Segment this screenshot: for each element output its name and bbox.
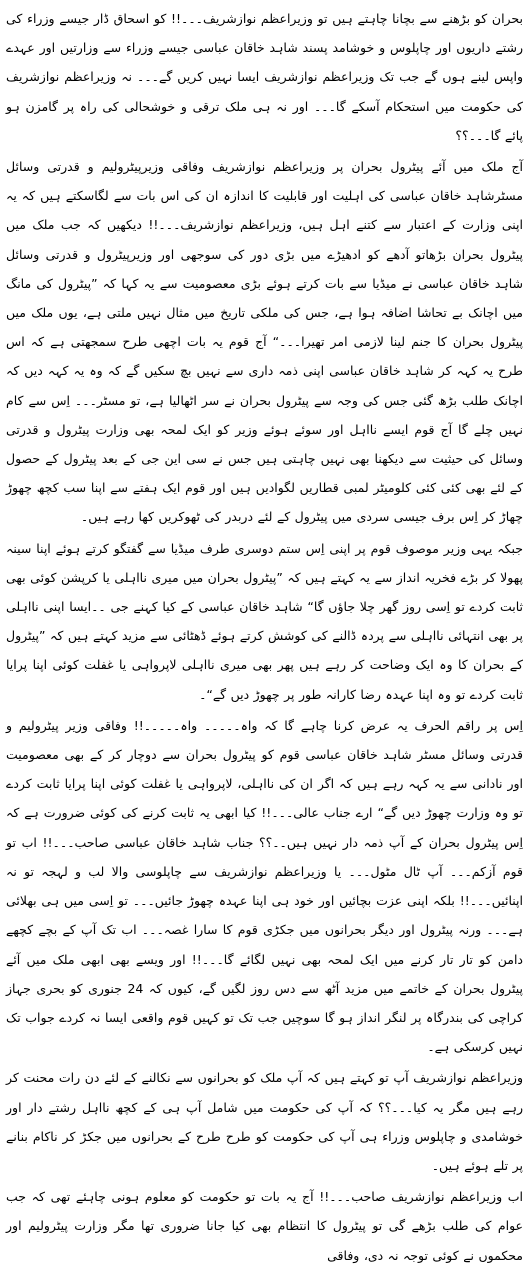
article-paragraph-6: اب وزیراعظم نوازشریف صاحب۔۔۔!! آج یہ بات تو حکومت کو معلوم ہونی چاہئے تھی کہ جب عوام کی طلب بڑھے گی تو پیٹرول کا انتظام بھی کیا جانا ضروری تھا مگر وزارت پیٹرولیم اور محکموں نے کوئی توجہ نہ دی، وفاقی bbox=[6, 1189, 523, 1263]
article-paragraph-1: بحران کو بڑھنے سے بچانا چاہتے ہیں تو وزیراعظم نوازشریف۔۔۔!! کو اسحاق ڈار جیسے وزراء کی رشتے داریوں اور چاپلوس و خوشامد پسند شاہد خاقان عباسی جیسے وزراء سے وزارتیں اور عہدے واپس لینے ہوں گے جب تک وزیراعظم نوازشریف ایسا نہیں کریں گے۔۔۔ نہ وزیراعظم نوازشریف کی حکومت میں استحکام آسکے گا۔۔۔ اور نہ ہی ملک ترقی و خوشحالی کی راہ پر گامزن ہو پائے گا۔۔۔؟؟ bbox=[6, 11, 523, 143]
article-paragraph-4: اِس پر راقم الحرف یہ عرض کرنا چاہے گا کہ واہ۔۔۔۔۔ واہ۔۔۔۔۔!! وفاقی وزیر پیٹرولیم و قدرتی وسائل مسٹر شاہد خاقان عباسی قوم کو پیٹرول بحران سے دوچار کر کے بھی معصومیت اور نادانی سے یہ کہہ رہے ہیں کہ اگر ان کی نااہلی، لاپرواہی یا غفلت کوئی اپنا پرایا ثابت کردے تو وہ وزارت چھوڑ دیں گے“ ارے جناب عالی۔۔۔!! کیا ابھی یہ ثابت کرنے کی کوئی ضرورت ہے کہ اِس پیٹرول بحران کے آپ ذمہ دار نہیں ہیں۔۔؟؟ جناب شاہد خاقان عباسی صاحب۔۔۔!! اب تو قوم آزکم۔۔۔ آپ ٹال مٹول۔۔۔ یا وزیراعظم نوازشریف سے چاپلوسی والا لب و لہجہ تو نہ اپنائیں۔۔۔!! بلکہ اپنی عزت بچائیں اور خود ہی اپنا عہدہ چھوڑ جائیں۔۔۔ تو اِسی میں ہی بھلائی ہے۔۔۔ ورنہ پیٹرول اور دیگر بحرانوں میں جکڑی قوم کا سارا غصہ۔۔۔ اب تک آپ کے بچے کچھے دامن کو تار تار کرنے میں ایک لمحہ بھی نہیں لگائے گا۔۔۔!! اور ویسے بھی ابھی ملک میں آئے پیٹرول بحران کے خاتمے میں مزید آٹھ سے دس روز لگیں گے، کیوں کہ 24 جنوری کو بحری جہاز کراچی کی بندرگاہ پر لنگر انداز ہو گا سوچیں جب تک تو کہیں قوم واقعی ایسا نہ کردے جواب تک نہیں کرسکی ہے۔ bbox=[6, 717, 523, 1055]
article-paragraph-3: جبکہ یہی وزیر موصوف قوم پر اپنی اِس ستم دوسری طرف میڈیا سے گفتگو کرتے ہوئے اپنا سینہ پھولا کر بڑے فخریہ انداز سے یہ کہتے ہیں کہ ”پیٹرول بحران میں میری نااہلی یا کرپشن کوئی بھی ثابت کردے تو اِسی روز گھر چلا جاؤں گا“ شاہد خاقان عباسی کے کیا کہنے جی ۔۔ایسا اپنی نااہلی پر بھی انتہائی نااہلی سے پردہ ڈالنے کی کوشش کرتے ہوئے ڈھٹائی سے مزید کہتے ہیں کہ ”پیٹرول کے بحران کا وہ ایک وضاحت کر رہے ہیں پھر بھی میری نااہلی لاپرواہی یا غفلت کوئی اپنا پرایا ثابت کردے تو وہ اپنا عہدہ رضا کارانہ طور پر چھوڑ دیں گے“۔ bbox=[6, 540, 523, 702]
article-paragraph-2: آج ملک میں آئے پیٹرول بحران پر وزیراعظم نوازشریف وفاقی وزیرپیٹرولیم و قدرتی وسائل مسٹرشاہد خاقان عباسی کی اہلیت اور قابلیت کا اندازہ ان کی اس بات سے لگاسکتے ہیں کہ یہ اپنی وزارت کے اعتبار سے کتنے اہل ہیں، وزیراعظم نوازشریف۔۔۔!! دیکھیں کہ جب ملک میں پیٹرول بحران بڑھاتو آدھے کو ادھیڑے میں بڑی دور کی سوجھی اور وزیرپیٹرول و قدرتی وسائل شاہد خاقان عباسی نے میڈیا سے بات کرتے ہوئے بڑی معصومیت سے یہ کہا کہ ”پیٹرول کی مانگ میں اچانک بے تحاشا اضافہ ہوا ہے، جس کی ملکی تاریخ میں مثال نہیں ملتی ہے، یوں ملک میں پیٹرول بحران کا جنم لینا لازمی امر تھیرا۔۔۔“ آج قوم یہ بات اچھی طرح سمجھتی ہے کہ اس طرح یہ کہہ کر شاہد خاقان عباسی اپنی ذمہ داری سے نہیں بچ سکیں گے کہ وہ یہ کہہ دیں کہ اچانک طلب بڑھ گئی جس کی وجہ سے پیٹرول بحران نے سر اٹھالیا ہے، تو مسٹر۔۔۔ اِس سے کام نہیں چلے گا آج قوم ایسے نااہل اور سوئے ہوئے وزیر کو ایک لمحہ بھی وزارت پیٹرول و قدرتی وسائل کی حیثیت سے دیکھنا بھی نہیں چاہتی ہیں جس نے سی این جی کے بعد پیٹرول کے حصول کے لئے بھی کئی کئی کلومیٹر لمبی قطاریں لگوادیں ہیں اور قوم ایک ہفتے سے اپنا سب کچھ چھوڑ چھاڑ کر اِس برف جیسی سردی میں پیٹرول کے لئے دربدر کی ٹھوکریں کھا رہے ہیں۔ bbox=[6, 159, 523, 525]
article-paragraph-5: وزیراعظم نوازشریف آپ تو کہتے ہیں کہ آپ ملک کو بحرانوں سے نکالنے کے لئے دن رات محنت کر رہے ہیں مگر یہ کیا۔۔۔؟؟ کہ آپ کی حکومت میں شامل آپ ہی کے کچھ نااہل رشتے دار اور خوشامدی و چاپلوس وزراء ہی آپ کی حکومت کو طرح طرح کے بحرانوں میں جکڑ کر ناکام بنانے پر تلے ہوئے ہیں۔ bbox=[6, 1070, 523, 1173]
